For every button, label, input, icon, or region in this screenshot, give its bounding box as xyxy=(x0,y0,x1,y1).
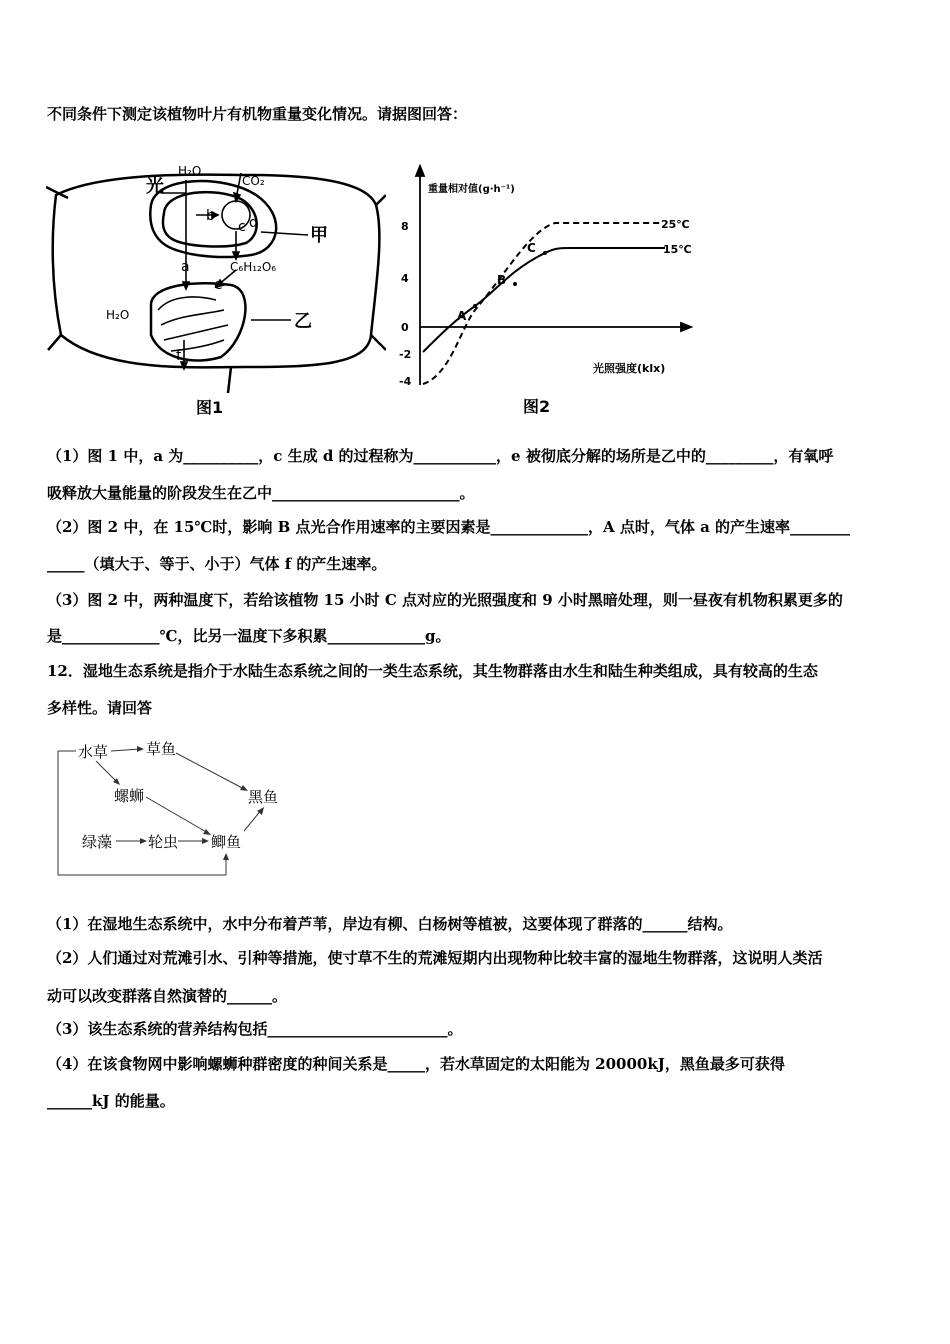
label-e: e xyxy=(214,277,223,293)
p12-line1: 12．湿地生态系统是指介于水陆生态系统之间的一类生态系统，其生物群落由水生和陆生种类组成，具有较高的生态 xyxy=(47,662,818,680)
q3-line1: （3）图 2 中，两种温度下，若给该植物 15 小时 C 点对应的光照强度和 9 小时黑暗处理，则一昼夜有机物积累更多的 xyxy=(47,591,843,609)
series-25c-label: 25℃ xyxy=(661,218,690,231)
c6h12o6-label: C₆H₁₂O₆ xyxy=(230,260,277,274)
series-15c-label: 15℃ xyxy=(663,243,692,256)
node-caoyu: 草鱼 xyxy=(146,740,177,758)
figure1-cell-diagram xyxy=(46,135,386,420)
s3-line: （3）该生态系统的营养结构包括________________________。 xyxy=(47,1020,463,1038)
point-c xyxy=(543,251,547,255)
jia-label: 甲 xyxy=(310,225,328,246)
node-luoshi: 螺蛳 xyxy=(114,787,145,805)
figure1-caption: 图1 xyxy=(196,398,224,417)
light-label: 光 xyxy=(146,176,164,197)
label-d: d xyxy=(249,215,258,231)
node-heiyu: 黑鱼 xyxy=(248,788,279,806)
yi-label: 乙 xyxy=(294,311,312,332)
y-axis-label: 重量相对值(g·h⁻¹) xyxy=(428,184,515,195)
intro-text: 不同条件下测定该植物叶片有机物重量变化情况。请据图回答： xyxy=(47,105,468,123)
h2o-left-label: H₂O xyxy=(106,308,130,322)
y-tick-0: 0 xyxy=(401,321,409,334)
series-15c-line xyxy=(423,248,665,352)
point-a xyxy=(473,304,477,308)
label-f: f xyxy=(176,348,181,364)
node-lvzao: 绿藻 xyxy=(82,833,113,851)
s2-line2: 动可以改变群落自然演替的______。 xyxy=(47,987,288,1005)
s1-line: （1）在湿地生态系统中，水中分布着芦苇，岸边有柳、白杨树等植被，这要体现了群落的______结构。 xyxy=(47,915,733,933)
s2-line1: （2）人们通过对荒滩引水、引种等措施，使寸草不生的荒滩短期内出现物种比较丰富的湿地生物群落，这说明人类活 xyxy=(47,949,823,967)
s4-line2: ______kJ 的能量。 xyxy=(47,1092,175,1110)
point-b xyxy=(513,282,517,286)
x-axis-label: 光照强度(klx) xyxy=(593,362,666,375)
y-tick-8: 8 xyxy=(401,220,409,233)
s4-line1: （4）在该食物网中影响螺蛳种群密度的种间关系是_____，若水草固定的太阳能为 20000kJ，黑鱼最多可获得 xyxy=(47,1055,785,1073)
node-jiyu: 鲫鱼 xyxy=(211,833,242,851)
y-tick-minus2: -2 xyxy=(399,348,412,361)
y-tick-4: 4 xyxy=(401,272,409,285)
point-a-label: A xyxy=(457,309,467,323)
node-shuicao: 水草 xyxy=(78,743,109,761)
p12-line2: 多样性。请回答 xyxy=(47,699,153,717)
food-web-diagram xyxy=(56,735,296,880)
label-c: c xyxy=(238,219,246,235)
q2-line2: _____（填大于、等于、小于）气体 f 的产生速率。 xyxy=(47,555,387,573)
q2-line1: （2）图 2 中，在 15℃时，影响 B 点光合作用速率的主要因素是_____________，A 点时，气体 a 的产生速率________ xyxy=(47,518,851,536)
point-b-label: B xyxy=(497,273,507,287)
y-tick-minus4: -4 xyxy=(399,375,412,388)
label-a: a xyxy=(181,259,190,275)
figure2-chart xyxy=(395,160,705,422)
q3-line2: 是_____________℃，比另一温度下多积累_____________g。 xyxy=(47,627,451,645)
figure2-caption: 图2 xyxy=(523,397,551,416)
q1-line2: 吸释放大量能量的阶段发生在乙中_________________________。 xyxy=(47,484,475,502)
q1-line1: （1）图 1 中，a 为__________，c 生成 d 的过程称为___________，e 被彻底分解的场所是乙中的_________，有氧呼 xyxy=(47,447,834,465)
label-b: b xyxy=(206,208,215,224)
co2-label: CO₂ xyxy=(242,174,265,188)
h2o-top-label: H₂O xyxy=(178,164,202,178)
x-axis-arrow xyxy=(681,323,691,331)
y-axis-arrow xyxy=(416,166,424,176)
node-lunchong: 轮虫 xyxy=(148,833,179,851)
point-c-label: C xyxy=(527,241,536,255)
